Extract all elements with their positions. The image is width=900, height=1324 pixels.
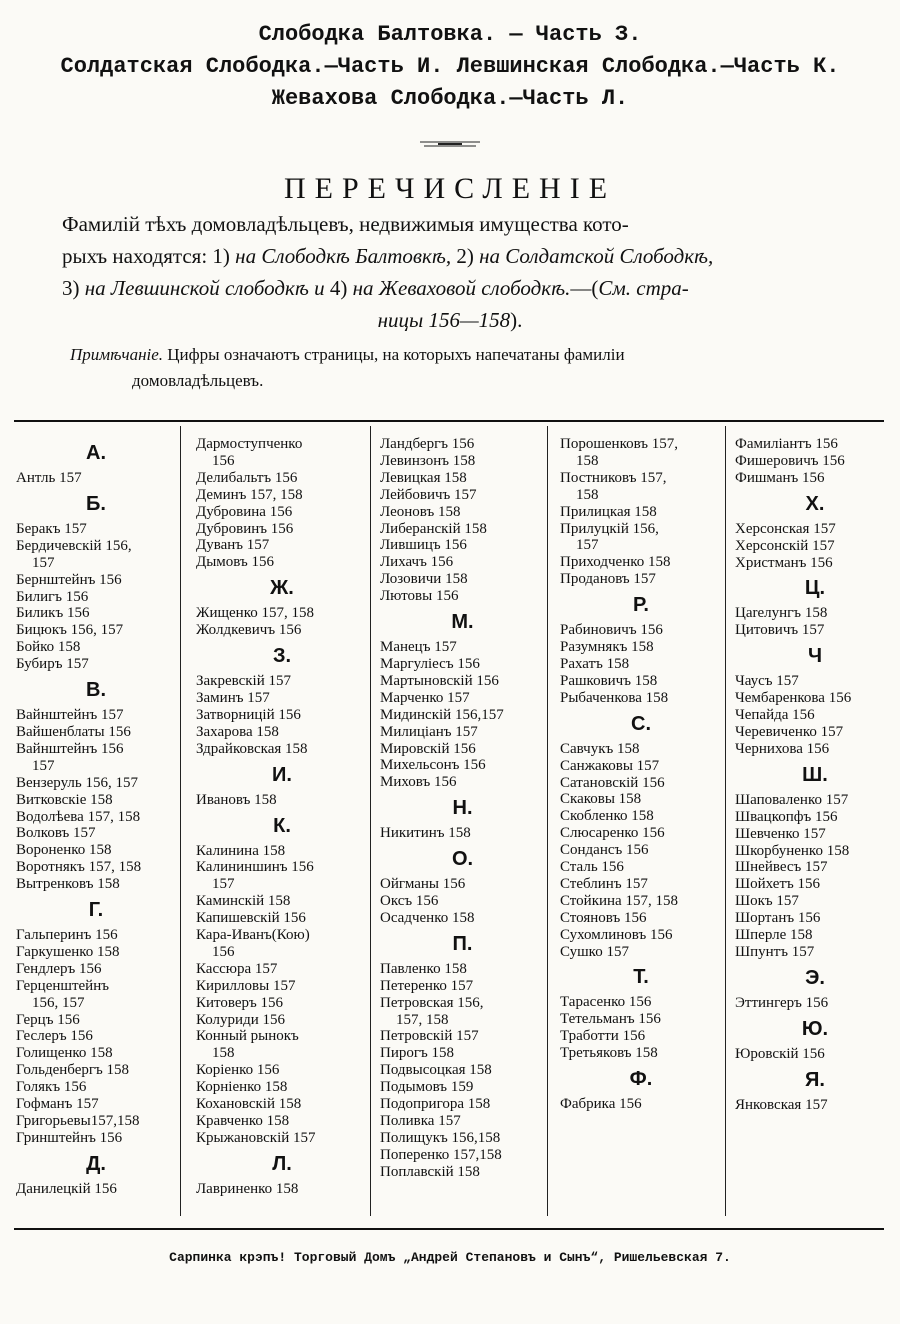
index-entry-continuation: 158 <box>212 1045 235 1062</box>
index-entry: Сушко 157 <box>560 943 629 960</box>
index-entry: Калининшинъ 156 <box>196 859 314 876</box>
index-entry: Данилецкій 156 <box>16 1180 117 1197</box>
letter-heading: И. <box>272 763 292 786</box>
intro-line-4: ницы 156—158). <box>377 308 523 332</box>
note-paragraph <box>70 342 840 394</box>
index-entry: Миховъ 156 <box>380 774 457 791</box>
index-entry: Продановъ 157 <box>560 571 656 588</box>
index-entry: Либеранскій 158 <box>380 520 487 537</box>
index-entry: Эттингеръ 156 <box>735 994 829 1011</box>
index-entry: Герцъ 156 <box>16 1011 80 1028</box>
index-entry: Шокъ 157 <box>735 893 799 910</box>
index-entry: Чепайда 156 <box>735 707 815 724</box>
index-entry: Подопригора 158 <box>380 1096 491 1113</box>
index-column-3 <box>380 436 545 1181</box>
index-entry: Поливка 157 <box>380 1113 461 1129</box>
index-entry: Затворницій 156 <box>196 706 301 723</box>
index-entry: Стеблинъ 157 <box>560 875 648 892</box>
index-entry: Марченко 157 <box>380 689 470 706</box>
index-entry: Подвысоцкая 158 <box>380 1062 492 1079</box>
bottom-rule <box>14 1228 884 1230</box>
index-entry: Корніенко 158 <box>196 1079 288 1096</box>
index-entry: Сталь 156 <box>560 859 624 876</box>
index-entry: Кассюра 157 <box>196 960 278 977</box>
index-entry: Петровская 156, <box>380 994 484 1011</box>
index-entry: Водолѣева 157, 158 <box>16 808 141 825</box>
index-entry: Голякъ 156 <box>16 1079 87 1096</box>
index-entry-continuation: 158 <box>576 452 599 469</box>
index-entry: Китоверъ 156 <box>196 994 284 1011</box>
index-entry: Постниковъ 157, <box>560 469 667 486</box>
index-column-1 <box>16 436 176 1198</box>
index-entry: Рабиновичъ 156 <box>560 622 663 639</box>
index-entry: Шортанъ 156 <box>735 910 821 927</box>
index-entry: Бойко 158 <box>16 639 81 656</box>
letter-heading: Ц. <box>804 577 826 600</box>
intro-paragraph <box>62 208 838 336</box>
index-entry: Разумнякъ 158 <box>560 639 654 656</box>
letter-heading: Ф. <box>629 1068 653 1091</box>
index-entry: Савчукъ 158 <box>560 740 640 757</box>
index-entry-continuation: 157 <box>576 537 599 554</box>
index-entry: Геслеръ 156 <box>16 1028 93 1045</box>
index-entry: Шойхетъ 156 <box>735 876 821 893</box>
index-entry: Сухомлиновъ 156 <box>560 926 673 943</box>
index-entry-continuation: 156, 157 <box>32 994 85 1011</box>
index-entry: Шкорбуненко 158 <box>735 842 850 859</box>
index-entry: Чернихова 156 <box>735 740 830 757</box>
top-rule <box>14 420 884 422</box>
letter-heading: В. <box>86 679 106 702</box>
ornament-divider <box>420 139 480 149</box>
index-entry: Петеренко 157 <box>380 977 474 994</box>
index-entry: Лившицъ 156 <box>380 537 467 554</box>
letter-heading: О. <box>451 848 474 871</box>
index-entry: Никитинъ 158 <box>380 825 471 842</box>
index-entry: Скаковы 158 <box>560 791 642 808</box>
index-entry: Шнейвесъ 157 <box>735 859 828 876</box>
index-entry: Фишеровичъ 156 <box>735 452 845 469</box>
index-entry: Ландбергъ 156 <box>380 436 475 452</box>
index-entry: Тработти 156 <box>560 1028 646 1045</box>
index-entry: Гофманъ 157 <box>16 1096 99 1113</box>
letter-heading: Ж. <box>270 577 294 600</box>
index-entry: Дубровина 156 <box>196 503 293 520</box>
index-entry: Бубиръ 157 <box>16 656 89 673</box>
letter-heading: Я. <box>805 1068 825 1091</box>
index-entry: Кохановскій 158 <box>196 1096 302 1113</box>
intro-line-1: Фамилій тѣхъ домовладѣльцевъ, недвижимыя имущества кото- <box>62 212 629 236</box>
index-entry: Лавриненко 158 <box>196 1180 299 1197</box>
index-entry: Шаповаленко 157 <box>735 791 849 808</box>
index-column-4 <box>560 436 722 1113</box>
index-entry: Скобленко 158 <box>560 808 654 825</box>
index-entry: Волковъ 157 <box>16 825 96 842</box>
index-entry: Херсонская 157 <box>735 520 836 537</box>
index-entry: Леоновъ 158 <box>380 503 461 520</box>
letter-heading: С. <box>631 712 651 735</box>
index-entry: Янковская 157 <box>735 1096 828 1113</box>
index-entry: Фишманъ 156 <box>735 469 825 486</box>
index-entry: Поплавскій 158 <box>380 1163 480 1180</box>
header-line-1: Слободка Балтовка. — Часть З. <box>258 22 642 47</box>
letter-heading: З. <box>272 645 292 668</box>
index-entry: Вытренковъ 158 <box>16 876 120 893</box>
index-entry: Гальперинъ 156 <box>16 927 118 944</box>
index-entry: Прилуцкій 156, <box>560 520 659 537</box>
index-entry: Павленко 158 <box>380 960 467 977</box>
letter-heading: Л. <box>272 1152 292 1175</box>
letter-heading: Э. <box>805 966 825 989</box>
index-entry: Деминъ 157, 158 <box>196 486 303 503</box>
footer-advertisement: Сарпинка крэпъ! Торговый Домъ „Андрей Степановъ и Сынъ“, Ришельевская 7. <box>169 1250 731 1265</box>
index-entry: Дымовъ 156 <box>196 554 275 571</box>
index-entry-continuation: 156 <box>212 943 235 960</box>
note-text-2: домовладѣльцевъ. <box>132 371 264 390</box>
index-entry: Гендлеръ 156 <box>16 960 102 977</box>
column-divider <box>725 426 726 1216</box>
index-entry: Калинина 158 <box>196 842 286 859</box>
letter-heading: Б. <box>86 492 106 515</box>
index-entry: Цareлунгъ 158 <box>735 605 828 622</box>
index-entry: Мидинскій 156,157 <box>380 706 504 723</box>
index-entry: Кравченко 158 <box>196 1113 290 1129</box>
index-entry: Тарасенко 156 <box>560 994 652 1011</box>
index-entry: Левинзонъ 158 <box>380 452 476 469</box>
intro-line-3: 3) на Левшинской слободкѣ и 4) на Жеваховой слободкѣ.—(См. стра- <box>62 276 689 300</box>
index-entry: Чембаренкова 156 <box>735 690 852 707</box>
index-entry: Шпунтъ 157 <box>735 943 815 960</box>
index-entry: Колуриди 156 <box>196 1011 285 1028</box>
intro-line-2: рыхъ находятся: 1) на Слободкѣ Балтовкѣ, 2) на Солдатской Слободкѣ, <box>62 244 714 268</box>
index-entry: Сатановскій 156 <box>560 774 665 791</box>
index-entry: Воротнякъ 157, 158 <box>16 859 142 876</box>
index-entry: Вороненко 158 <box>16 842 112 859</box>
index-column-5 <box>735 436 895 1114</box>
index-entry: Поперенко 157,158 <box>380 1146 502 1163</box>
index-entry: Ойгманы 156 <box>380 876 466 893</box>
index-entry: Шперле 158 <box>735 927 813 944</box>
letter-heading: Х. <box>805 492 825 515</box>
index-entry: Шевченко 157 <box>735 825 826 842</box>
letter-heading: Д. <box>86 1152 106 1175</box>
letter-heading: Т. <box>633 966 649 989</box>
index-entry: Лихачъ 156 <box>380 554 454 571</box>
index-entry: Приходченко 158 <box>560 554 671 571</box>
index-entry: Чаусъ 157 <box>735 673 799 690</box>
index-entry: Лютовы 156 <box>380 588 459 605</box>
index-entry: Швацкопфъ 156 <box>735 808 838 825</box>
index-entry: Фамиліантъ 156 <box>735 436 838 452</box>
index-entry: Делибальтъ 156 <box>196 469 298 486</box>
index-entry: Третьяковъ 158 <box>560 1045 658 1062</box>
index-entry: Стойкина 157, 158 <box>560 892 678 909</box>
index-entry: Подымовъ 159 <box>380 1079 474 1096</box>
index-entry: Полищукъ 156,158 <box>380 1129 501 1146</box>
index-entry: Порошенковъ 157, <box>560 436 679 452</box>
index-entry: Фабрика 156 <box>560 1096 642 1113</box>
index-entry: Мартыновскій 156 <box>380 672 499 689</box>
index-entry: Вайшенблаты 156 <box>16 723 131 740</box>
index-entry: Слюсаренко 156 <box>560 825 665 842</box>
column-divider <box>370 426 371 1216</box>
header-line-2: Солдатская Слободка.—Часть И. Левшинская Слободка.—Часть К. <box>60 54 840 79</box>
index-entry: Санжаковы 157 <box>560 757 660 774</box>
index-entry: Дармоступченко <box>196 436 303 452</box>
letter-heading: Г. <box>88 899 104 922</box>
index-entry: Лейбовичъ 157 <box>380 486 477 503</box>
page-title: ПЕРЕЧИСЛЕНІЕ <box>283 172 617 205</box>
index-entry: Голищенко 158 <box>16 1045 113 1062</box>
index-entry: Григорьевы157,158 <box>16 1113 140 1129</box>
index-entry: Маргуліесъ 156 <box>380 655 480 672</box>
index-entry: Витковскіе 158 <box>16 791 113 808</box>
letter-heading: М. <box>451 611 474 634</box>
column-divider <box>180 426 181 1216</box>
index-entry: Рыбаченкова 158 <box>560 689 669 706</box>
index-entry: Жолдкевичъ 156 <box>196 622 302 639</box>
index-entry: Крыжановскій 157 <box>196 1129 316 1146</box>
letter-heading: Н. <box>452 797 473 820</box>
index-entry: Оксъ 156 <box>380 893 439 910</box>
index-column-2 <box>196 436 368 1198</box>
note-text: Цифры означаютъ страницы, на которыхъ напечатаны фамиліи <box>163 345 625 364</box>
index-entry-continuation: 157 <box>32 757 55 774</box>
index-entry: Пирогъ 158 <box>380 1045 455 1062</box>
index-entry: Бицюкъ 156, 157 <box>16 622 124 639</box>
index-entry: Жищенко 157, 158 <box>196 605 314 622</box>
index-entry-continuation: 158 <box>576 486 599 503</box>
index-entry: Дубровинъ 156 <box>196 520 294 537</box>
index-entry: Черевиченко 157 <box>735 723 844 740</box>
index-entry: Гринштейнъ 156 <box>16 1129 123 1146</box>
index-entry: Гольденбергъ 158 <box>16 1062 130 1079</box>
index-entry: Капишевскій 156 <box>196 910 306 927</box>
index-entry: Каминскій 158 <box>196 893 291 910</box>
index-entry: Прилицкая 158 <box>560 503 657 520</box>
letter-heading: К. <box>273 814 291 837</box>
index-entry: Рашковичъ 158 <box>560 672 658 689</box>
index-entry-continuation: 157, 158 <box>396 1011 449 1028</box>
index-entry: Герценштейнъ <box>16 977 109 994</box>
index-entry: Мировскій 156 <box>380 740 476 757</box>
index-entry: Вайнштейнъ 156 <box>16 740 124 757</box>
index-entry: Дуванъ 157 <box>196 537 270 554</box>
index-entry: Гаркушенко 158 <box>16 943 120 960</box>
header-line-3: Жевахова Слободка.—Часть Л. <box>271 86 629 111</box>
index-entry: Херсонскій 157 <box>735 537 835 554</box>
index-entry: Цитовичъ 157 <box>735 622 825 639</box>
index-entry: Вензеруль 156, 157 <box>16 774 138 791</box>
index-entry: Захарова 158 <box>196 723 279 740</box>
index-entry: Рахатъ 158 <box>560 655 630 672</box>
index-entry: Сондансъ 156 <box>560 842 649 859</box>
note-label: Примѣчаніе. <box>70 345 164 364</box>
letter-heading: Ю. <box>801 1017 829 1040</box>
index-entry: Осадченко 158 <box>380 909 475 926</box>
letter-heading: Р. <box>633 594 649 617</box>
index-entry: Петровскій 157 <box>380 1028 479 1045</box>
index-entry: Коріенко 156 <box>196 1062 280 1079</box>
index-entry: Милиціанъ 157 <box>380 723 478 740</box>
index-entry: Ивановъ 158 <box>196 791 277 808</box>
index-entry: Левицкая 158 <box>380 469 467 486</box>
index-entry: Здрайковская 158 <box>196 740 308 757</box>
index-entry: Лозовичи 158 <box>380 571 468 588</box>
index-entry: Бернштейнъ 156 <box>16 571 122 588</box>
index-entry: Билигъ 156 <box>16 588 89 605</box>
letter-heading: Ш. <box>802 763 828 786</box>
index-entry: Конный рынокъ <box>196 1028 299 1045</box>
index-entry: Стояновъ 156 <box>560 909 647 926</box>
index-entry: Антль 157 <box>16 470 82 486</box>
letter-heading: А. <box>86 442 106 464</box>
index-entry-continuation: 157 <box>32 554 55 571</box>
index-entry: Закревскій 157 <box>196 673 292 690</box>
letter-heading: П. <box>452 932 473 955</box>
column-divider <box>547 426 548 1216</box>
index-entry: Христманъ 156 <box>735 554 833 571</box>
index-entry: Бердичевскій 156, <box>16 537 132 554</box>
letter-heading: Ч <box>807 645 823 668</box>
index-entry: Юровскій 156 <box>735 1045 825 1062</box>
index-entry: Биликъ 156 <box>16 605 90 622</box>
index-entry: Вайнштейнъ 157 <box>16 707 124 724</box>
index-entry: Беракъ 157 <box>16 520 87 537</box>
index-entry: Тетельманъ 156 <box>560 1011 661 1028</box>
index-entry-continuation: 156 <box>212 452 235 469</box>
index-entry: Кара-Иванъ(Кою) <box>196 927 310 944</box>
index-entry: Михельсонъ 156 <box>380 757 486 774</box>
index-entry-continuation: 157 <box>212 876 235 893</box>
index-entry: Заминъ 157 <box>196 689 270 706</box>
index-entry: Кирилловы 157 <box>196 977 296 994</box>
index-entry: Манецъ 157 <box>380 639 457 656</box>
